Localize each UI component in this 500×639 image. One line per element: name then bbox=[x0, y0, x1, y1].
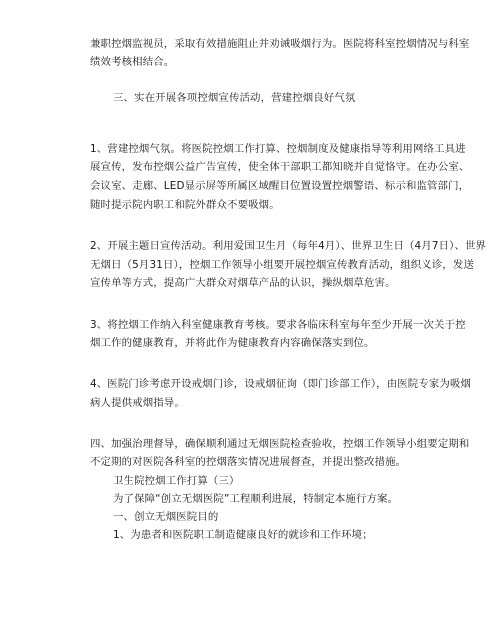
paragraph-line: 烟工作的健康教育，并将此作为健康教育内容确保落实到位。 bbox=[90, 337, 375, 349]
paragraph-line: 展宣传，发布控烟公益广告宣传，使全体干部职工都知晓并自觉恪守。在办公室、 bbox=[90, 161, 470, 173]
paragraph-line: 病人提供戒烟指导。 bbox=[90, 397, 185, 409]
paragraph-line: 3、将控烟工作纳入科室健康教育考核。要求各临床科室每年至少开展一次关于控 bbox=[90, 319, 466, 331]
section-heading: 一、创立无烟医院目的 bbox=[113, 511, 219, 523]
paragraph-line: 1、营建控烟气氛。将医院控烟工作打算、控烟制度及健康指导等利用网络工具进 bbox=[90, 143, 466, 155]
paragraph-line: 1、为患者和医院职工制造健康良好的就诊和工作环境； bbox=[113, 529, 373, 541]
paragraph-line: 为了保障“创立无烟医院”工程顺利进展，特制定本施行方案。 bbox=[113, 493, 399, 505]
paragraph-line: 4、医院门诊考虑开设戒烟门诊，设戒烟征询（即门诊部工作），由医院专家为吸烟 bbox=[90, 378, 472, 390]
paragraph-line: 无烟日（5月31日），控烟工作领导小组要开展控烟宣传教育活动，组织义诊，发送 bbox=[90, 259, 475, 271]
paragraph-line: 随时提示院内职工和院外群众不要吸烟。 bbox=[90, 199, 280, 211]
paragraph-line: 绩效考核相结合。 bbox=[90, 56, 175, 68]
paragraph-line: 2、开展主题日宣传活动。利用爱国卫生月（每年4月）、世界卫生日（4月7日）、世界 bbox=[90, 240, 487, 252]
document-subtitle: 卫生院控烟工作打算（三） bbox=[113, 475, 240, 487]
paragraph-line: 不定期的对医院各科室的控烟落实情况进展督查，并提出整改措施。 bbox=[90, 456, 407, 468]
paragraph-line: 兼职控烟监视员，采取有效措施阻止并劝诫吸烟行为。医院将科室控烟情况与科室 bbox=[90, 38, 470, 50]
paragraph-line: 宣传单等方式，提高广大群众对烟草产品的认识，操纵烟草危害。 bbox=[90, 277, 396, 289]
paragraph-line: 会议室、走廊、LED显示屏等所属区域醒目位置设置控烟警语、标示和监管部门， bbox=[90, 180, 470, 192]
section-heading: 三、实在开展各项控烟宣传活动，营建控烟良好气氛 bbox=[113, 92, 356, 104]
paragraph-line: 四、加强治理督导，确保顺利通过无烟医院检查验收，控烟工作领导小组要定期和 bbox=[90, 438, 470, 450]
